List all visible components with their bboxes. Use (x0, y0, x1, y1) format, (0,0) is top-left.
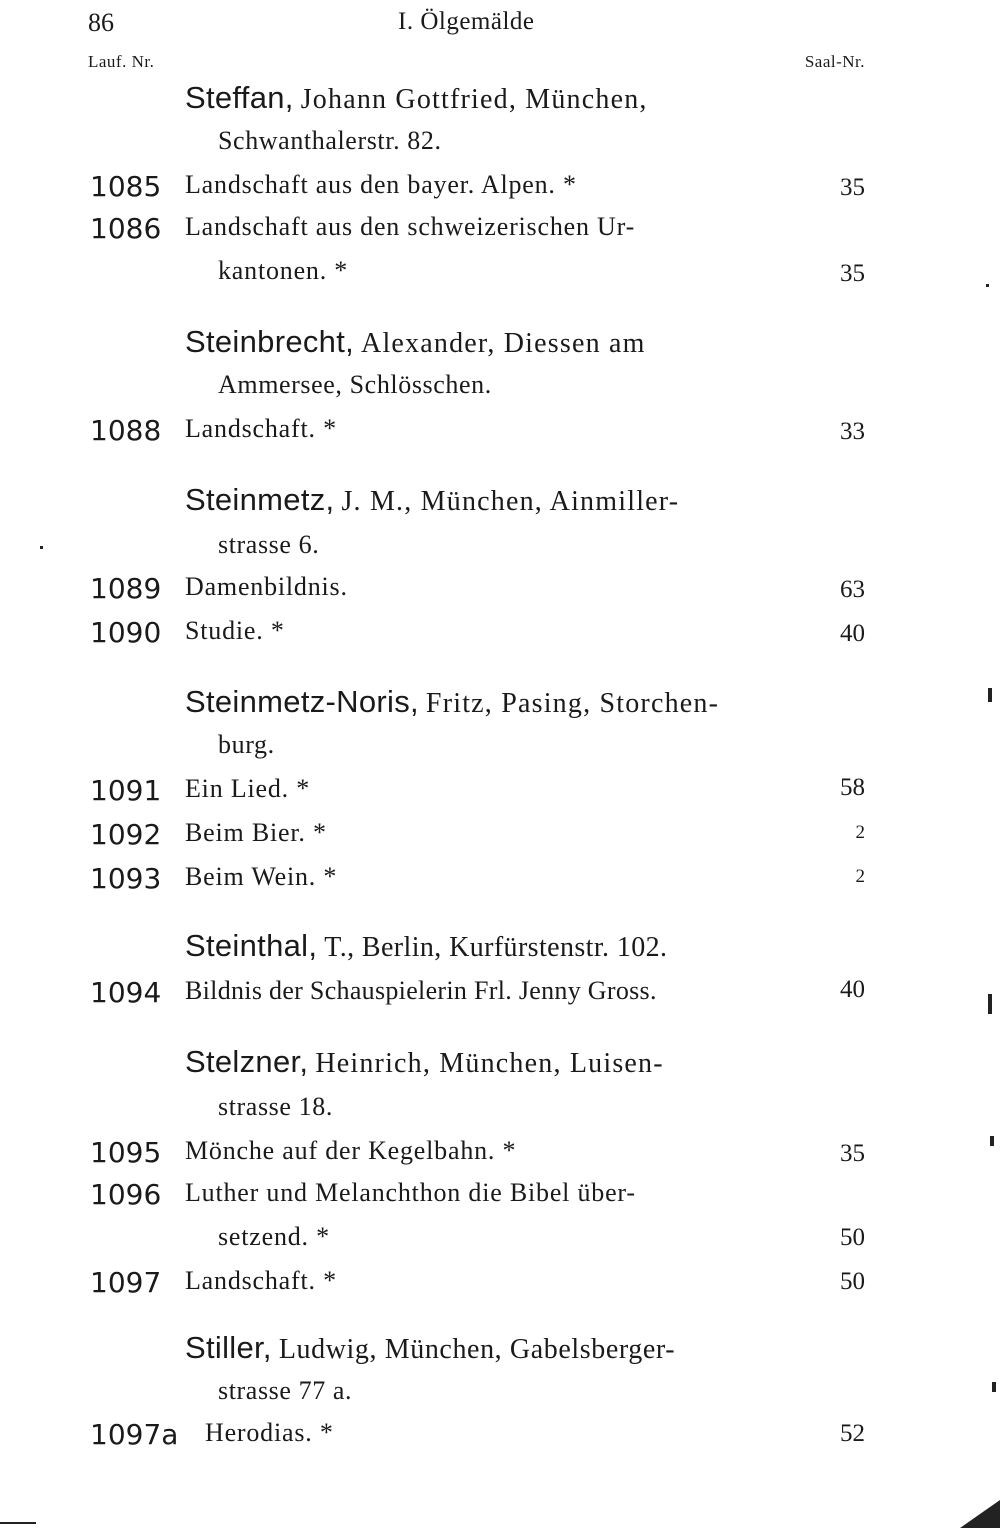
artist-name: Steffan, (185, 80, 294, 115)
artist-address: Ammersee, Schlösschen. (218, 370, 492, 399)
artist-heading (185, 684, 719, 720)
catalog-number: 1096 (90, 1178, 162, 1211)
artist-heading (185, 1044, 664, 1080)
artist-heading (185, 928, 667, 964)
artist-name: Steinmetz-Noris, (185, 684, 419, 719)
room-number: 50 (840, 1224, 865, 1251)
catalog-number: 1097 (90, 1266, 162, 1299)
scan-corner-shadow (960, 1500, 1000, 1528)
room-number: 40 (840, 976, 865, 1003)
scan-speck (992, 1382, 996, 1392)
catalog-number: 1093 (90, 862, 162, 895)
room-number: 50 (840, 1268, 865, 1295)
catalog-number: 1086 (90, 212, 162, 245)
room-number: 2 (855, 866, 865, 887)
artist-heading (185, 1330, 675, 1366)
running-head: I. Ölgemälde (398, 8, 535, 35)
work-title: Landschaft aus den bayer. Alpen. * (185, 170, 577, 199)
work-title: Bildnis der Schauspielerin Frl. Jenny Gross. (185, 976, 657, 1005)
work-title-continued: kantonen. * (218, 256, 349, 285)
work-title: Beim Bier. * (185, 818, 327, 847)
scan-speck (40, 546, 43, 549)
room-number: 63 (840, 576, 865, 603)
artist-details: Alexander, Diessen am (361, 328, 646, 359)
room-number: 40 (840, 620, 865, 647)
room-number: 58 (840, 774, 865, 801)
work-title: Luther und Melanchthon die Bibel über- (185, 1178, 636, 1207)
artist-address: strasse 6. (218, 530, 320, 559)
work-title: Damenbildnis. (185, 572, 348, 601)
artist-details: Fritz, Pasing, Storchen- (425, 688, 720, 719)
work-title-continued: setzend. * (218, 1222, 330, 1251)
scan-speck (988, 688, 992, 702)
work-title: Beim Wein. * (185, 862, 338, 891)
scan-speck (986, 284, 989, 287)
room-number: 52 (840, 1420, 865, 1447)
artist-heading (185, 80, 648, 116)
scan-speck (988, 994, 992, 1014)
artist-name: Stiller, (185, 1330, 272, 1365)
catalog-number: 1091 (90, 774, 162, 807)
catalog-number: 1092 (90, 818, 162, 851)
artist-address: strasse 18. (218, 1092, 333, 1121)
artist-address: Schwanthalerstr. 82. (218, 126, 442, 155)
room-number: 35 (840, 174, 865, 201)
artist-details: T., Berlin, Kurfürstenstr. 102. (324, 932, 668, 963)
work-title: Herodias. * (205, 1418, 334, 1447)
artist-address: strasse 77 a. (218, 1376, 353, 1405)
work-title: Landschaft. * (185, 414, 337, 443)
artist-details: Johann Gottfried, München, (300, 84, 648, 115)
catalog-number: 1089 (90, 572, 162, 605)
page-number: 86 (88, 8, 114, 37)
work-title: Ein Lied. * (185, 774, 311, 803)
artist-details: J. M., München, Ainmiller- (341, 486, 680, 517)
artist-name: Steinbrecht, (185, 324, 355, 359)
room-number: 35 (840, 1140, 865, 1167)
artist-heading (185, 324, 646, 360)
catalog-number: 1090 (90, 616, 162, 649)
work-title: Mönche auf der Kegelbahn. * (185, 1136, 517, 1165)
scan-speck (990, 1136, 994, 1146)
scan-edge-line (0, 1522, 36, 1524)
artist-heading (185, 482, 679, 518)
artist-name: Steinmetz, (185, 482, 335, 517)
work-title: Landschaft aus den schweizerischen Ur- (185, 212, 636, 241)
catalog-number: 1097a (90, 1418, 179, 1451)
work-title: Landschaft. * (185, 1266, 337, 1295)
artist-address: burg. (218, 730, 275, 759)
catalog-number: 1088 (90, 414, 162, 447)
artist-details: Heinrich, München, Luisen- (315, 1048, 664, 1079)
column-header-lauf-nr: Lauf. Nr. (88, 52, 155, 71)
catalog-number: 1095 (90, 1136, 162, 1169)
catalog-number: 1085 (90, 170, 162, 203)
catalog-number: 1094 (90, 976, 162, 1009)
room-number: 2 (855, 822, 865, 843)
column-header-saal-nr: Saal-Nr. (804, 52, 865, 71)
work-title: Studie. * (185, 616, 285, 645)
artist-details: Ludwig, München, Gabelsberger- (278, 1334, 676, 1365)
artist-name: Steinthal, (185, 928, 318, 963)
artist-name: Stelzner, (185, 1044, 309, 1079)
room-number: 35 (840, 260, 865, 287)
room-number: 33 (840, 418, 865, 445)
